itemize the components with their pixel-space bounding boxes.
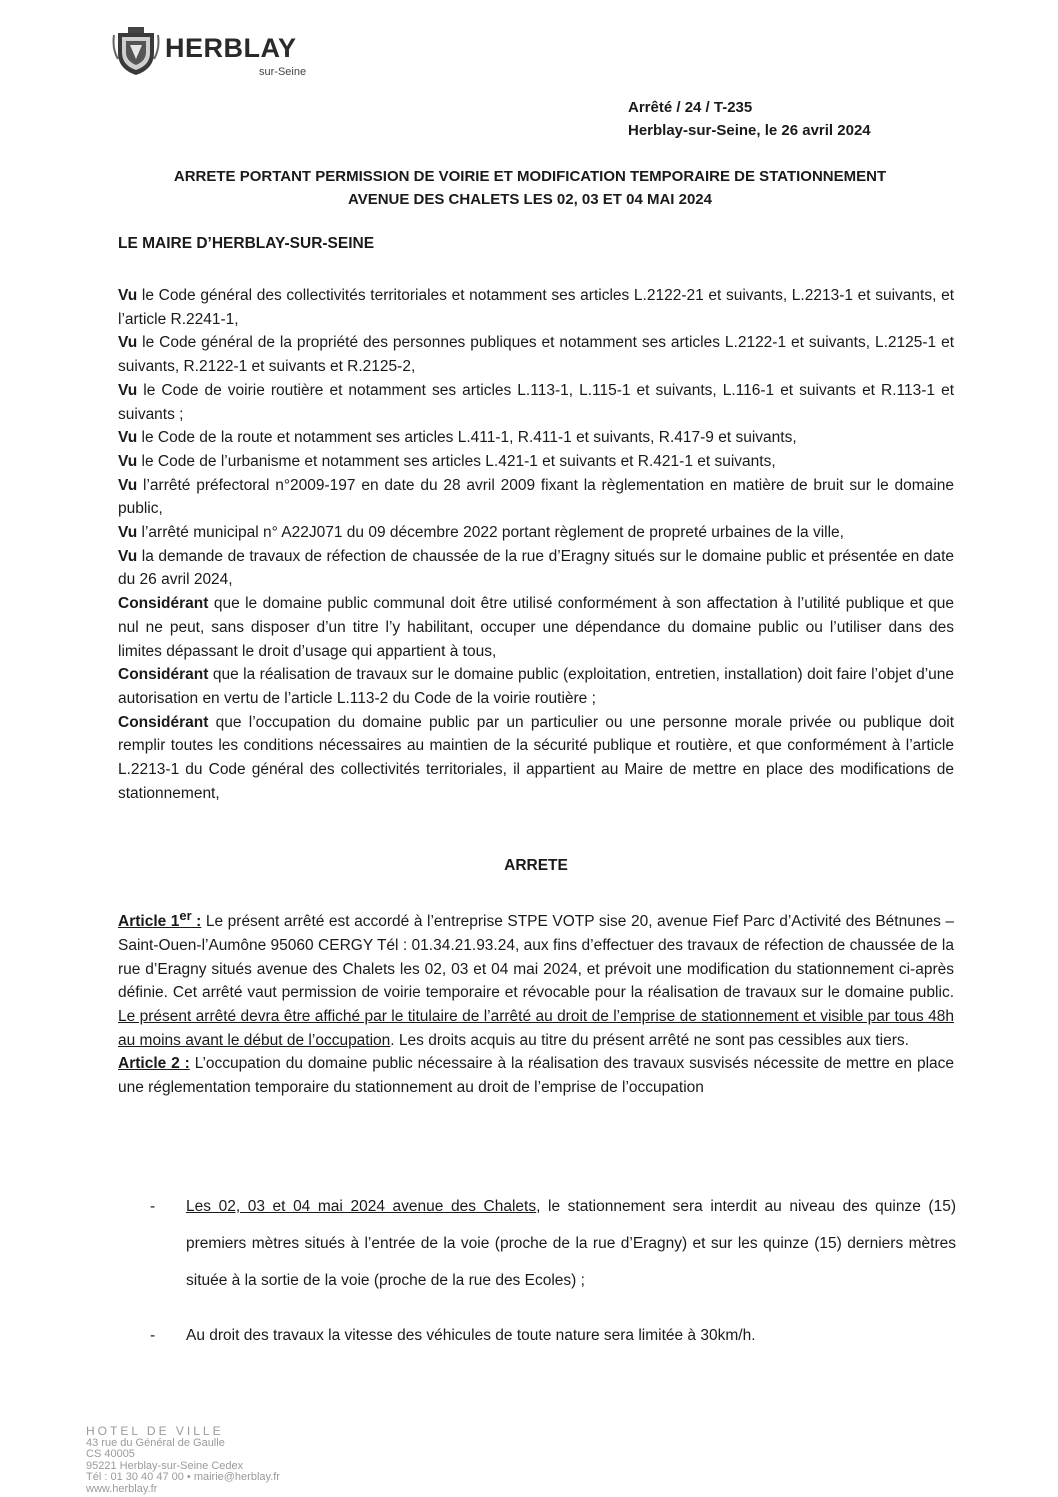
logo-subtitle: sur-Seine	[259, 66, 307, 78]
article-1	[118, 904, 954, 1052]
considerant-lead: Considérant	[118, 595, 209, 613]
visa-text: le Code de la route et notamment ses articles L.411-1, R.411-1 et suivants, R.417-9 et suivants,	[137, 429, 797, 447]
footer-line: 43 rue du Général de Gaulle	[86, 1436, 225, 1449]
visa-lead: Vu	[118, 429, 138, 447]
herblay-logo	[112, 25, 332, 85]
bullet-text: Au droit des travaux la vitesse des véhicules de toute nature sera limitée à 30km/h.	[186, 1327, 756, 1344]
article-2	[118, 1052, 954, 1099]
visa-text: le Code général des collectivités territoriales et notamment ses articles L.2122-21 et suivants, L.2213-1 et suivants, et l’article R.2241-1,	[118, 287, 954, 328]
article-1-text: Le présent arrêté est accordé à l’entreprise STPE VOTP sise 20, avenue Fief Parc d’Activité des Bétnunes – Saint-Ouen-l’Aumône 95060 CERGY Tél : 01.34.21.93.24, aux fins d’effectuer des travaux de réfection de chaussée de la rue d’Eragny situés avenue des Chalets les 02, 03 et 04 mai 2024, et prévoit une modification du stationnement ci-après définie. Cet arrêté vaut permission de voirie temporaire et révocable pour la réalisation de travaux sur le domaine public.	[118, 913, 955, 1002]
arrete-number: Arrêté / 24 / T-235	[628, 99, 753, 116]
visa-text: l’arrêté préfectoral n°2009-197 en date du 28 avril 2009 fixant la règlementation en matière de bruit sur le domaine public,	[118, 476, 954, 518]
visa-lead: Vu	[118, 547, 138, 565]
visa-text: le Code de voirie routière et notamment ses articles L.113-1, L.115-1 et suivants, L.116-1 et suivants et R.113-1 et suivants ;	[118, 381, 954, 423]
document-title	[100, 165, 960, 211]
article-2-label: Article 2 :	[118, 1055, 190, 1073]
considerant-text: que la réalisation de travaux sur le domaine public (exploitation, entretien, installation) doit faire l’objet d’une autorisation en vertu de l’article L.113-2 du Code de la voirie routière ;	[118, 666, 954, 707]
footer-line: CS 40005	[86, 1448, 135, 1460]
bullet-dash: -	[150, 1198, 156, 1215]
article-1-sup: er	[179, 908, 192, 923]
visa-item	[118, 450, 954, 474]
list-item	[150, 1317, 956, 1354]
article-1-underlined: Le présent arrêté devra être affiché par le titulaire de l’arrêté au droit de l’emprise de stationnement et visible par tous 48h au moins avant le début de l’occupation	[118, 1007, 954, 1049]
considerant-item	[118, 592, 954, 663]
considerant-lead: Considérant	[118, 666, 209, 684]
considerant-item	[118, 663, 954, 710]
article-1-label: Article 1er :	[118, 908, 202, 931]
visa-text: la demande de travaux de réfection de chaussée de la rue d’Eragny situés sur le domaine public et présentée en date du 26 avril 2024,	[118, 547, 954, 589]
measures-list	[150, 1188, 956, 1372]
visa-item	[118, 284, 954, 331]
footer-line: Tél : 01 30 40 47 00 • mairie@herblay.fr	[86, 1471, 280, 1483]
visa-lead: Vu	[118, 287, 138, 304]
footer-line: 95221 Herblay-sur-Seine Cedex	[86, 1459, 244, 1472]
article-1-tail: . Les droits acquis au titre du présent arrêté ne sont pas cessibles aux tiers.	[390, 1031, 909, 1049]
bullet-dash: -	[150, 1327, 156, 1344]
visa-lead: Vu	[118, 476, 138, 494]
visa-item	[118, 379, 954, 426]
visa-item	[118, 331, 954, 378]
visa-item	[118, 474, 954, 521]
considerant-text: que le domaine public communal doit être utilisé conformément à son affectation à l’utilité publique et que nul ne peut, sans disposer d’un titre l’y habilitant, occuper une dépendance du domaine public ou l’utiliser dans des limites dépassant le droit d’usage qui appartient à tous,	[118, 595, 954, 660]
place-date: Herblay-sur-Seine, le 26 avril 2024	[628, 122, 871, 139]
bullet-text: , le stationnement sera interdit au niveau des quinze (15) premiers mètres situés à l’entrée de la voie (proche de la rue d’Eragny) et sur les quinze (15) derniers mètres située à la sortie de la voie (proche de la rue des Ecoles) ;	[186, 1198, 956, 1289]
footer-line: www.herblay.fr	[86, 1482, 158, 1495]
visa-lead: Vu	[118, 452, 138, 470]
articles-section	[118, 904, 954, 1100]
visa-text: le Code général de la propriété des personnes publiques et notamment ses articles L.2122-1 et suivants, L.2125-1 et suivants, R.2122-1 et suivants et R.2125-2,	[118, 334, 954, 376]
visas-list	[118, 284, 954, 805]
footer-title: HOTEL DE VILLE	[86, 1424, 224, 1438]
visa-lead: Vu	[118, 381, 138, 399]
reference-block	[628, 96, 871, 142]
title-line-2: AVENUE DES CHALETS LES 02, 03 ET 04 MAI 2024	[347, 191, 712, 208]
visa-item	[118, 426, 954, 450]
title-line-1: ARRETE PORTANT PERMISSION DE VOIRIE ET MODIFICATION TEMPORAIRE DE STATIONNEMENT	[173, 168, 887, 185]
considerant-lead: Considérant	[118, 713, 209, 731]
arrete-heading: ARRETE	[504, 857, 568, 874]
logo-name: HERBLAY	[165, 33, 297, 63]
considerant-item	[118, 711, 954, 806]
visa-text: le Code de l’urbanisme et notamment ses articles L.421-1 et suivants et R.421-1 et suivants,	[137, 452, 776, 470]
visa-text: l’arrêté municipal n° A22J071 du 09 décembre 2022 portant règlement de propreté urbaines de la ville,	[137, 524, 844, 542]
maire-heading: LE MAIRE D’HERBLAY-SUR-SEINE	[118, 235, 375, 252]
visa-lead: Vu	[118, 524, 138, 542]
footer-address	[86, 1426, 280, 1495]
considerant-text: que l’occupation du domaine public par un particulier ou une personne morale privée ou publique doit remplir toutes les conditions nécessaires au maintien de la sécurité publique et routière, et que conformément à l’article L.2213-1 du Code général des collectivités territoriales, il appartient au Maire de mettre en place des modifications de stationnement,	[118, 713, 954, 802]
visa-item	[118, 545, 954, 592]
list-item	[150, 1188, 956, 1299]
bullet-underlined: Les 02, 03 et 04 mai 2024 avenue des Chalets	[186, 1198, 537, 1215]
article-2-text: L’occupation du domaine public nécessaire à la réalisation des travaux susvisés nécessite de mettre en place une réglementation temporaire du stationnement au droit de l’emprise de l’occupation	[118, 1055, 955, 1097]
visa-item	[118, 521, 954, 545]
city-crest-icon	[112, 25, 160, 77]
visa-lead: Vu	[118, 334, 138, 352]
